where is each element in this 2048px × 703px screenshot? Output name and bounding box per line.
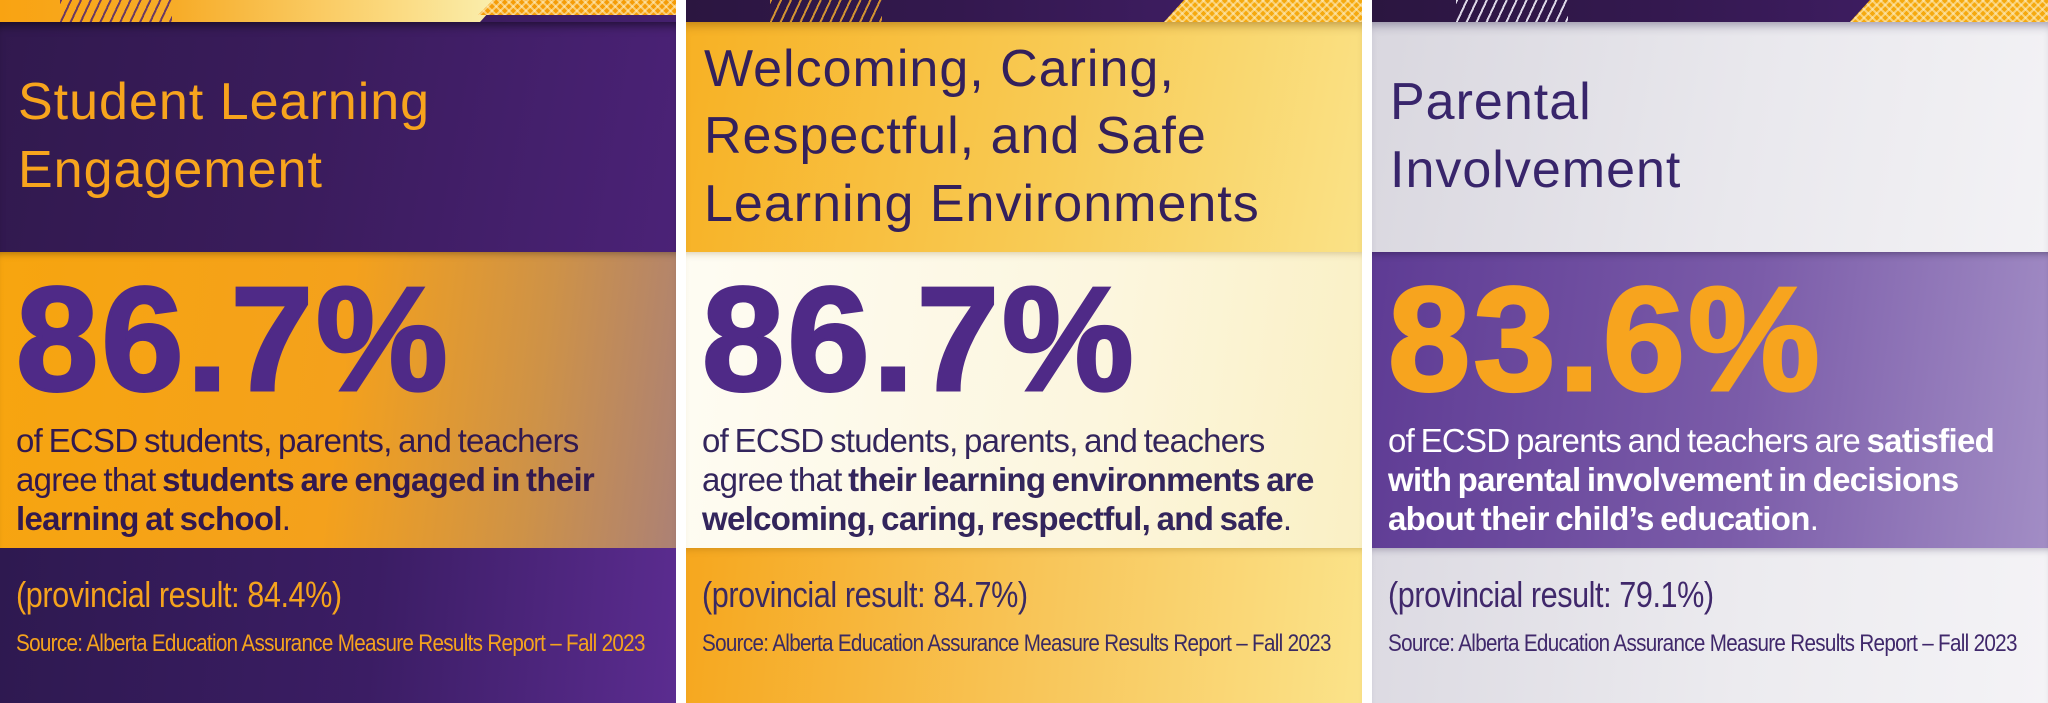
stat-value: 86.7% bbox=[16, 257, 451, 422]
stat-section bbox=[1372, 252, 2048, 548]
chevron-pattern bbox=[1850, 0, 2048, 22]
card-footer bbox=[686, 548, 1362, 703]
stat-value: 86.7% bbox=[702, 257, 1137, 422]
stat-description bbox=[16, 422, 640, 539]
description-period: . bbox=[1809, 499, 1819, 537]
decorative-top-strip bbox=[0, 0, 676, 22]
chevron-pattern bbox=[1164, 0, 1362, 22]
source-note: Source: Alberta Education Assurance Measure Results Report – Fall 2023 bbox=[16, 630, 645, 657]
provincial-result: (provincial result: 84.4%) bbox=[16, 574, 342, 615]
card-header bbox=[0, 22, 676, 252]
description-regular: of ECSD students, parents, and teachers agree that bbox=[702, 422, 1265, 498]
title-line: Welcoming, Caring, bbox=[704, 39, 1175, 98]
decorative-top-strip bbox=[1372, 0, 2048, 22]
diagonal-pinstripes bbox=[60, 0, 172, 22]
source-note: Source: Alberta Education Assurance Measure Results Report – Fall 2023 bbox=[702, 630, 1331, 657]
card-header bbox=[1372, 22, 2048, 252]
card-footer bbox=[0, 548, 676, 703]
title-line: Learning Environments bbox=[704, 174, 1260, 233]
description-bold: satisfied with parental involvement in decisions about their child’s education bbox=[1388, 422, 1995, 537]
stat-section bbox=[686, 252, 1362, 548]
title-line: Engagement bbox=[18, 141, 323, 199]
title-line: Student Learning bbox=[18, 73, 431, 132]
card-title bbox=[704, 36, 1260, 239]
diagonal-pinstripes bbox=[1456, 0, 1568, 22]
description-bold: students are engaged in their learning at school bbox=[16, 460, 595, 537]
card-parental-involvement bbox=[1372, 0, 2048, 703]
card-footer bbox=[1372, 548, 2048, 703]
card-student-learning-engagement bbox=[0, 0, 676, 703]
provincial-result: (provincial result: 79.1%) bbox=[1388, 574, 1714, 615]
stat-value: 83.6% bbox=[1388, 257, 1823, 422]
diagonal-pinstripes bbox=[770, 0, 882, 22]
decorative-top-strip bbox=[686, 0, 1362, 22]
card-title bbox=[1390, 69, 1681, 204]
stat-description bbox=[702, 422, 1326, 539]
card-header bbox=[686, 22, 1362, 252]
purple-band bbox=[686, 0, 1186, 22]
provincial-result: (provincial result: 84.7%) bbox=[702, 574, 1028, 615]
description-regular: of ECSD parents and teachers are bbox=[1388, 422, 1867, 459]
title-line: Respectful, and Safe bbox=[704, 107, 1207, 166]
description-regular: of ECSD students, parents, and teachers agree that bbox=[16, 422, 579, 498]
title-line: Parental bbox=[1390, 73, 1592, 132]
stat-section bbox=[0, 252, 676, 548]
purple-band bbox=[1372, 0, 1872, 22]
description-period: . bbox=[281, 499, 291, 537]
title-line: Involvement bbox=[1390, 141, 1682, 199]
description-bold: their learning environments are welcoming, caring, respectful, and safe bbox=[702, 460, 1314, 537]
description-period: . bbox=[1282, 499, 1292, 537]
chevron-pattern bbox=[478, 0, 676, 15]
source-note: Source: Alberta Education Assurance Measure Results Report – Fall 2023 bbox=[1388, 630, 2017, 657]
card-welcoming-caring-respectful-safe bbox=[686, 0, 1362, 703]
card-title bbox=[18, 69, 430, 204]
stat-description bbox=[1388, 422, 2012, 539]
